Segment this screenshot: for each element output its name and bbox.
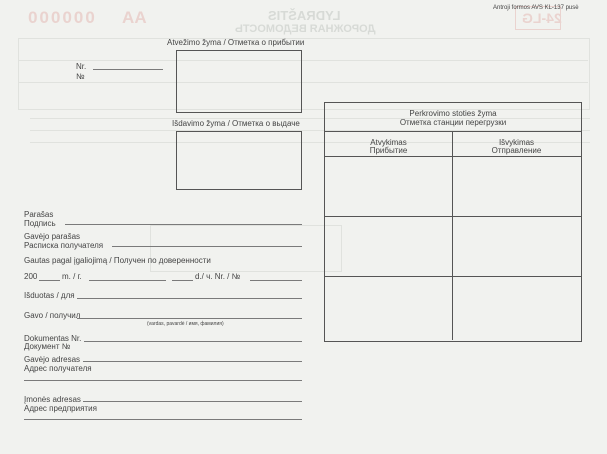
transfer-col-departure-ru: Отправление xyxy=(491,146,542,155)
ghost-title-lt: LYDRAŠTIS xyxy=(268,8,341,23)
ghost-series: AA xyxy=(122,8,147,27)
receiver-address-line-2[interactable] xyxy=(24,380,302,381)
company-address-label-lt: Įmonės adresas xyxy=(24,395,81,404)
proxy-label: Gautas pagal įgaliojimą / Получен по доверенности xyxy=(24,256,211,265)
received-by-line[interactable] xyxy=(77,318,302,319)
document-line[interactable] xyxy=(84,341,302,342)
ghost-form-code: 24-LG xyxy=(522,10,562,26)
receiver-address-label-lt: Gavėjo adresas xyxy=(24,355,81,364)
year-prefix: 200 xyxy=(24,272,38,281)
document-label-ru: Документ № xyxy=(24,342,71,351)
issued-line[interactable] xyxy=(77,298,302,299)
issue-stamp-box xyxy=(176,131,302,190)
proxy-nr-line[interactable] xyxy=(250,280,302,281)
arrival-nr-line[interactable] xyxy=(93,69,163,70)
company-address-label-ru: Адрес предприятия xyxy=(24,404,97,413)
received-by-label: Gavo / получил xyxy=(24,311,81,320)
receiver-address-label-ru: Адрес получателя xyxy=(24,364,92,373)
arrival-nr-label-ru: № xyxy=(76,72,85,81)
year-line[interactable] xyxy=(39,280,60,281)
transfer-col-departure-lt: Išvykimas xyxy=(498,138,535,147)
receiver-signature-label-lt: Gavėjo parašas xyxy=(24,232,81,241)
day-line[interactable] xyxy=(172,280,193,281)
month-line[interactable] xyxy=(89,280,166,281)
company-address-line-2[interactable] xyxy=(24,419,302,420)
transfer-title-ru: Отметка станции перегрузки xyxy=(399,118,507,127)
receiver-signature-line[interactable] xyxy=(112,246,302,247)
day-nr-label: d./ ч. Nr. / № xyxy=(195,272,241,281)
receiver-address-line-1[interactable] xyxy=(83,361,302,362)
document-label-lt: Dokumentas Nr. xyxy=(24,334,82,343)
signature-label-ru: Подпись xyxy=(24,219,56,228)
transfer-title-lt: Perkrovimo stoties žyma xyxy=(409,109,497,118)
transfer-col-arrival-ru: Прибытие xyxy=(369,146,408,155)
arrival-nr-label-lt: Nr. xyxy=(76,62,87,71)
name-hint: (vardas, pavardė / имя, фамилия) xyxy=(147,321,224,327)
ghost-title-ru: ДОРОЖНАЯ ВЕДОМОСТЬ xyxy=(235,23,376,35)
form-note: Antroji formos AVS KL-137 pusė xyxy=(493,5,579,11)
transfer-col-arrival-lt: Atvykimas xyxy=(370,138,407,147)
signature-line[interactable] xyxy=(65,224,302,225)
arrival-stamp-box xyxy=(176,50,302,113)
issue-stamp-title: Išdavimo žyma / Отметка о выдаче xyxy=(172,119,300,128)
issued-label: Išduotas / для xyxy=(24,291,75,300)
signature-label-lt: Parašas xyxy=(24,210,54,219)
company-address-line-1[interactable] xyxy=(83,401,302,402)
month-label: m. / г. xyxy=(62,272,82,281)
arrival-stamp-title: Atvežimo žyma / Отметка о прибытии xyxy=(167,38,305,47)
receiver-signature-label-ru: Расписка получателя xyxy=(24,241,104,250)
ghost-serial-number: 000000 xyxy=(26,8,95,27)
